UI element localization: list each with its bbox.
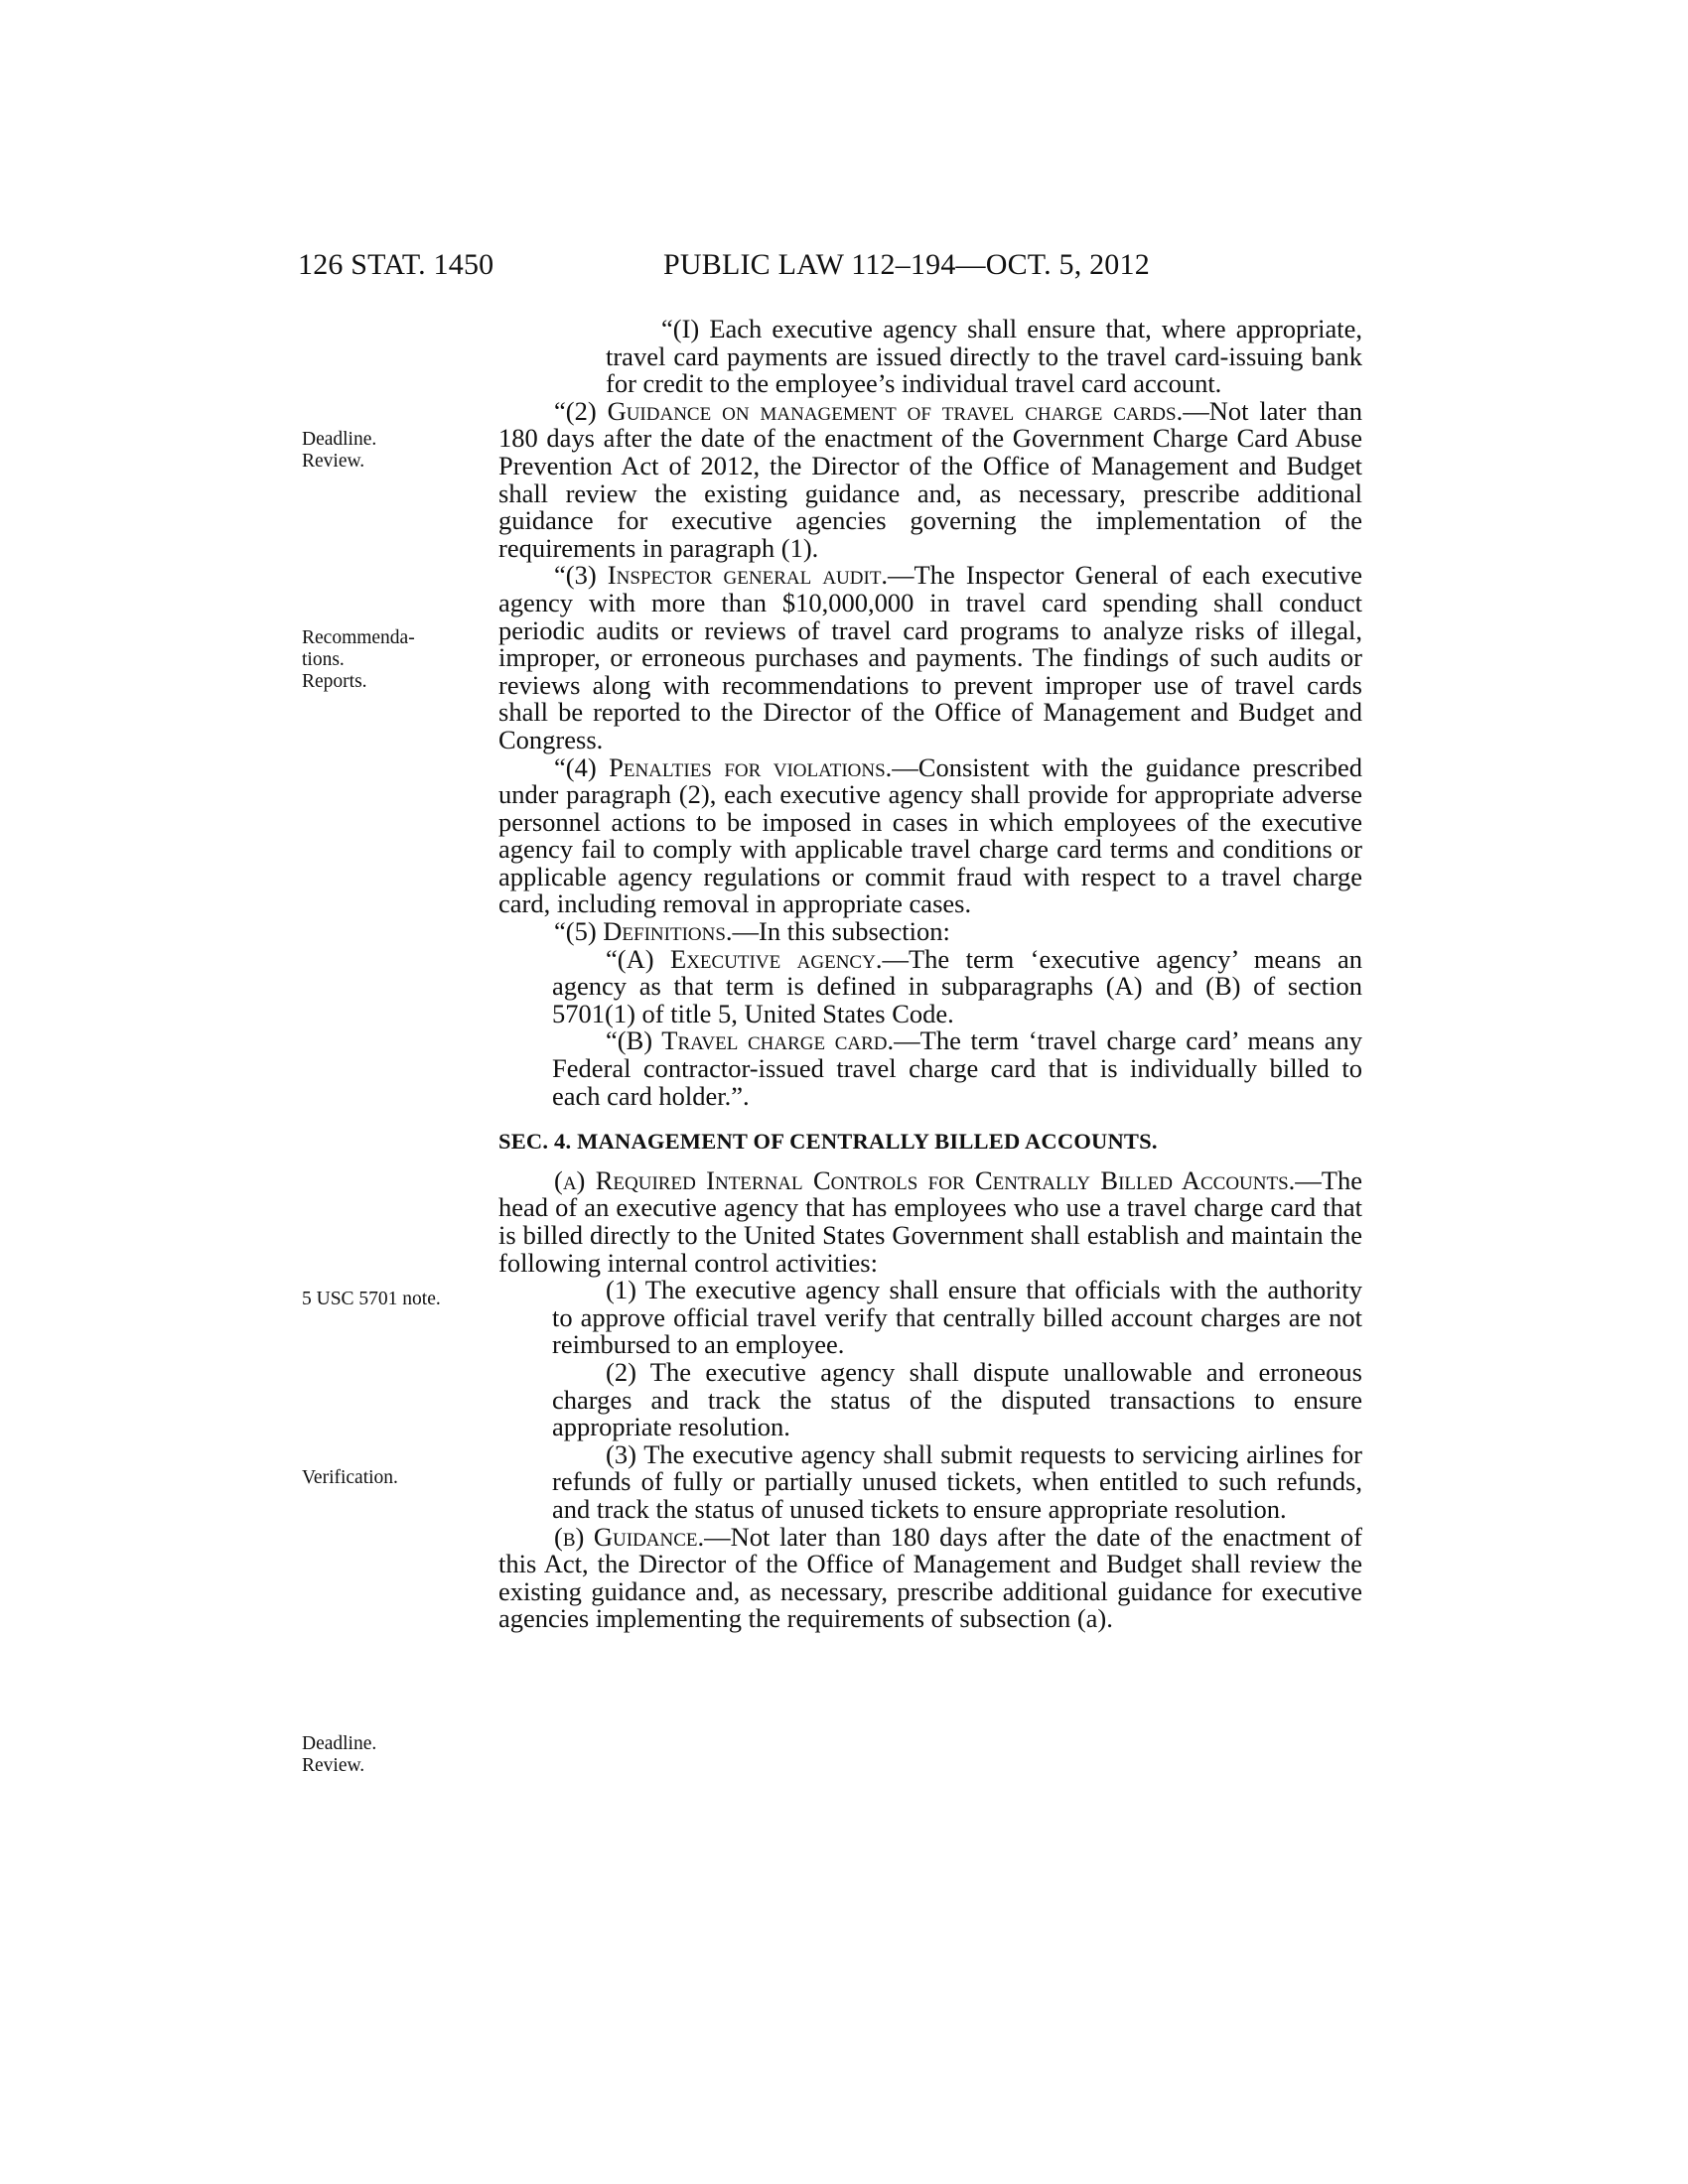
- section-4-heading: SEC. 4. MANAGEMENT OF CENTRALLY BILLED ACCOUNTS.: [498, 1129, 1158, 1155]
- item-2-text: (2) The executive agency shall dispute unallowable and erroneous charges and track the status of the disputed transactions to ensure appropriate resolution.: [552, 1356, 1362, 1442]
- subsection-a-item-1: [552, 1277, 1362, 1359]
- paragraph-2-text: —Not later than 180 days after the date of the enactment of the Government Charge Card Abuse Prevention Act of 2012, the Director of the Office of Management and Budget shall review the existing guidance and, as necessary, prescribe additional guidance for executive agencies governing the implementation of the requirements in paragraph (1).: [498, 395, 1362, 563]
- subsection-b-text: —Not later than 180 days after the date of the enactment of this Act, the Director of the Office of Management and Budget shall review the existing guidance and, as necessary, prescribe additional guidance for executive agencies implementing the requirements of subsection (a).: [498, 1521, 1363, 1634]
- paragraph-I-text: “(I) Each executive agency shall ensure that, where appropriate, travel card payments are issued directly to the travel card-issuing bank for credit to the employee’s individual travel card account.: [606, 314, 1362, 399]
- subparagraph-A-text: —The term ‘executive agency’ means an agency as that term is defined in subparagraphs (A) and (B) of section 5701(1) of title 5, United States Code.: [552, 943, 1362, 1028]
- subsection-a-item-3: [552, 1438, 1362, 1524]
- running-header: PUBLIC LAW 112–194—OCT. 5, 2012: [663, 248, 1150, 281]
- subparagraph-B: [552, 1027, 1362, 1110]
- margin-note-recommendations-reports: Recommenda- tions. Reports.: [302, 627, 415, 692]
- paragraph-3: [498, 562, 1362, 753]
- item-3-text: (3) The executive agency shall submit requests to servicing airlines for refunds of fully or partially unused tickets, when entitled to such refunds, and track the status of unused tickets to ensure appropriate resolution.: [552, 1438, 1362, 1524]
- paragraph-4: [498, 751, 1362, 919]
- paragraph-5-heading: “(5) Definitions.: [554, 916, 733, 947]
- item-1-text: (1) The executive agency shall ensure that officials with the authority to approve official travel verify that centrally billed account charges are not reimbursed to an employee.: [552, 1275, 1362, 1360]
- paragraph-4-text: —Consistent with the guidance prescribed under paragraph (2), each executive agency shall provide for appropriate adverse personnel actions to be imposed in cases in which employees of the executive agency fail to comply with applicable travel charge card terms and conditions or applicable agency regulations or commit fraud with respect to a travel charge card, including removal in appropriate cases.: [498, 751, 1362, 919]
- subsection-b-heading: (b) Guidance.: [554, 1521, 705, 1552]
- subsection-a-text: —The head of an executive agency that has employees who use a travel charge card that is billed directly to the United States Government shall establish and maintain the following internal control activities:: [498, 1164, 1362, 1278]
- subsection-a: [498, 1164, 1362, 1278]
- subparagraph-A-heading: “(A) Executive agency.: [606, 943, 883, 974]
- paragraph-2-heading: “(2) Guidance on management of travel charge cards.: [554, 395, 1184, 426]
- paragraph-5-text: —In this subsection:: [732, 916, 950, 947]
- subsection-a-item-2: [552, 1356, 1362, 1442]
- paragraph-5: [498, 918, 1362, 946]
- margin-note-deadline-review-2: Deadline. Review.: [302, 1733, 377, 1776]
- statute-body: [498, 316, 1362, 1633]
- margin-note-verification: Verification.: [302, 1467, 398, 1488]
- paragraph-2: [498, 395, 1362, 563]
- margin-note-usc: 5 USC 5701 note.: [302, 1289, 441, 1309]
- subsection-b: [498, 1521, 1363, 1634]
- subsection-a-heading: (a) Required Internal Controls for Centrally Billed Accounts.: [554, 1164, 1296, 1195]
- subparagraph-B-text: —The term ‘travel charge card’ means any Federal contractor-issued travel charge card that is individually billed to each card holder.”.: [552, 1025, 1363, 1111]
- paragraph-I: [606, 316, 1362, 398]
- page-stat-number: 126 STAT. 1450: [298, 248, 494, 281]
- subparagraph-B-heading: “(B) Travel charge card.: [606, 1025, 895, 1056]
- paragraph-4-heading: “(4) Penalties for violations.: [554, 751, 893, 782]
- paragraph-3-heading: “(3) Inspector general audit.: [554, 560, 889, 591]
- margin-note-deadline-review: Deadline. Review.: [302, 429, 377, 472]
- subparagraph-A: [552, 943, 1362, 1028]
- paragraph-3-text: —The Inspector General of each executive agency with more than $10,000,000 in travel card spending shall conduct periodic audits or reviews of travel card programs to analyze risks of illegal, improper, or erroneous purchases and payments. The findings of such audits or reviews along with recommendations to prevent improper use of travel cards shall be reported to the Director of the Office of Management and Budget and Congress.: [498, 560, 1362, 754]
